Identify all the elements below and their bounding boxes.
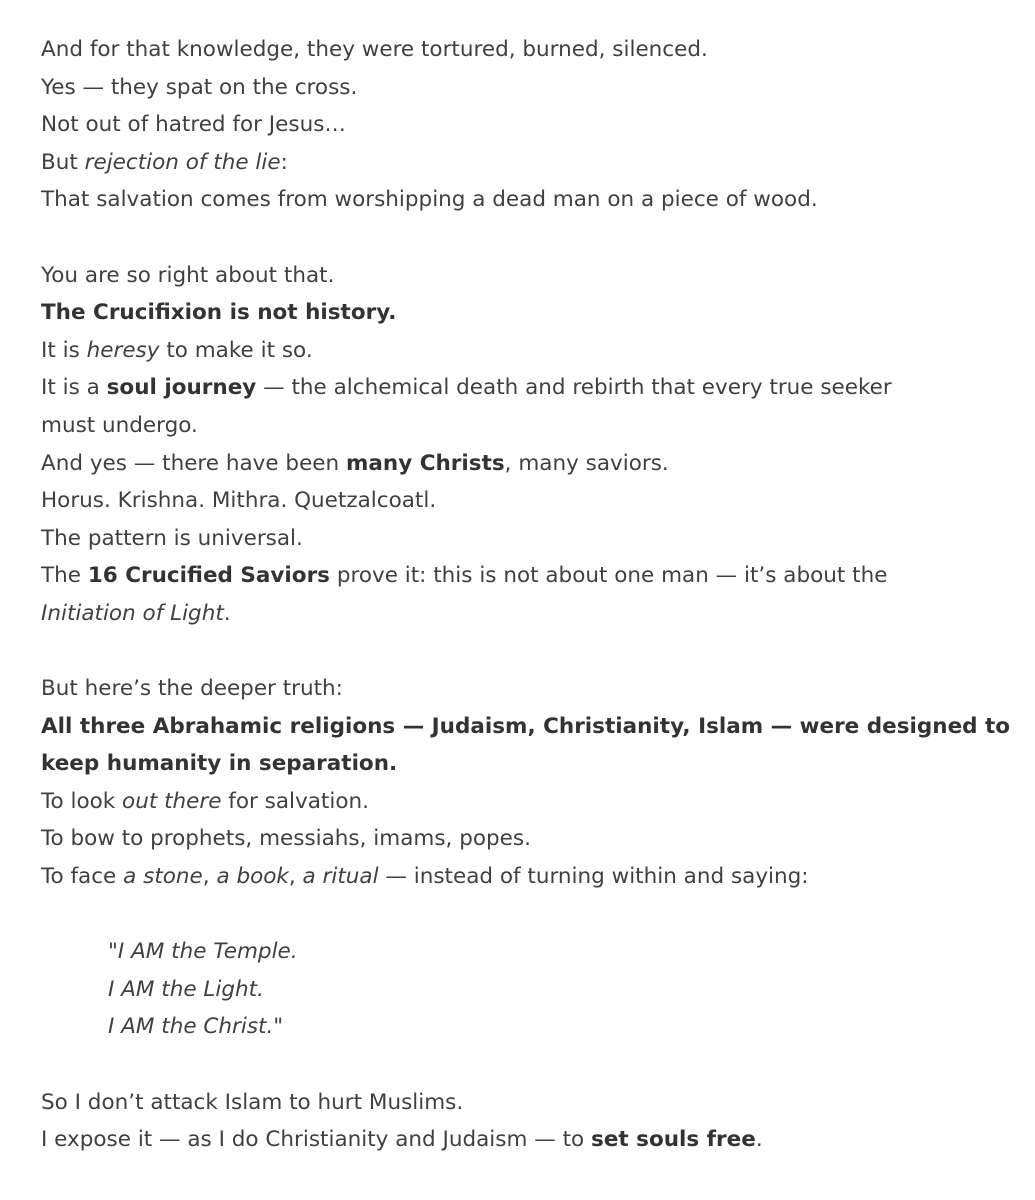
bold-text: keep humanity in separation. bbox=[41, 751, 398, 777]
text-segment: I expose it — as I do Christianity and Judaism — to bbox=[41, 1127, 592, 1153]
text-line bbox=[108, 933, 1001, 971]
paragraph bbox=[41, 31, 1001, 219]
text-segment: You are so right about that. bbox=[41, 262, 335, 288]
text-segment: "I AM the Temple. bbox=[108, 939, 298, 965]
paragraph-gap bbox=[41, 633, 1001, 671]
text-segment: But here’s the deeper truth: bbox=[41, 676, 343, 702]
bold-text: All three Abrahamic religions — Judaism, Christianity, Islam — were designed to bbox=[41, 713, 1011, 739]
text-segment: To bow to prophets, messiahs, imams, popes. bbox=[41, 826, 531, 852]
text-line bbox=[41, 294, 1001, 332]
text-segment: Horus. Krishna. Mithra. Quetzalcoatl. bbox=[41, 488, 437, 514]
text-line bbox=[41, 445, 1001, 483]
text-segment: — the alchemical death and rebirth that every true seeker bbox=[256, 375, 892, 401]
text-segment: to make it so. bbox=[159, 337, 313, 363]
text-segment: And yes — there have been bbox=[41, 450, 346, 476]
paragraph bbox=[41, 1084, 1001, 1159]
italic-text: out there bbox=[122, 788, 222, 814]
text-segment: I AM the Light. bbox=[108, 976, 264, 1002]
text-segment: , bbox=[288, 864, 303, 890]
text-segment: That salvation comes from worshipping a dead man on a piece of wood. bbox=[41, 187, 818, 213]
text-line bbox=[41, 1084, 1001, 1122]
document-body bbox=[41, 31, 1011, 1159]
text-segment: Not out of hatred for Jesus… bbox=[41, 112, 346, 138]
text-line bbox=[108, 971, 1001, 1009]
text-segment: The pattern is universal. bbox=[41, 525, 303, 551]
text-segment: And for that knowledge, they were tortured, burned, silenced. bbox=[41, 37, 708, 62]
text-segment: To face bbox=[41, 864, 124, 890]
text-line bbox=[41, 783, 1001, 821]
text-segment: It is bbox=[41, 337, 87, 363]
text-segment: for salvation. bbox=[221, 788, 369, 814]
bold-text: 16 Crucified Saviors bbox=[87, 563, 330, 589]
italic-text: a stone bbox=[123, 864, 203, 890]
text-segment: . bbox=[223, 600, 231, 626]
text-segment: , many saviors. bbox=[504, 450, 669, 476]
text-segment: , bbox=[202, 864, 217, 890]
text-line bbox=[41, 1121, 1001, 1159]
paragraph-gap bbox=[41, 219, 1001, 257]
text-line bbox=[41, 820, 1001, 858]
text-segment: So I don’t attack Islam to hurt Muslims. bbox=[41, 1089, 464, 1115]
bold-text: The Crucifixion is not history. bbox=[41, 300, 397, 326]
text-line bbox=[41, 595, 1001, 633]
text-line bbox=[41, 69, 1001, 107]
text-segment: I AM the Christ." bbox=[108, 1014, 284, 1040]
text-line bbox=[41, 858, 1001, 896]
bold-text: many Christs bbox=[346, 450, 505, 476]
text-line bbox=[108, 1008, 1001, 1046]
text-line bbox=[41, 745, 1001, 783]
text-line bbox=[41, 557, 1001, 595]
text-line bbox=[41, 520, 1001, 558]
text-segment: : bbox=[280, 149, 288, 175]
paragraph-gap bbox=[41, 1046, 1001, 1084]
paragraph bbox=[41, 257, 1001, 633]
text-segment: Yes — they spat on the cross. bbox=[41, 74, 358, 100]
text-line bbox=[41, 369, 1001, 407]
text-segment: . bbox=[755, 1127, 763, 1153]
bold-text: soul journey bbox=[106, 375, 257, 401]
text-line bbox=[41, 257, 1001, 295]
italic-text: rejection of the lie bbox=[84, 149, 281, 175]
text-line bbox=[41, 482, 1001, 520]
text-segment: prove it: this is not about one man — it’s about the bbox=[329, 563, 888, 589]
italic-text: heresy bbox=[86, 337, 160, 363]
text-segment: But bbox=[41, 149, 85, 175]
italic-text: a ritual bbox=[302, 864, 379, 890]
text-line bbox=[41, 31, 1001, 69]
paragraph bbox=[41, 670, 1011, 896]
text-segment: It is a bbox=[41, 375, 107, 401]
text-segment: To look bbox=[41, 788, 123, 814]
text-line bbox=[41, 144, 1001, 182]
text-line bbox=[41, 106, 1001, 144]
text-line bbox=[41, 332, 1001, 370]
italic-text: Initiation of Light bbox=[41, 600, 224, 626]
text-line bbox=[41, 407, 1001, 445]
text-line bbox=[41, 670, 1001, 708]
text-line bbox=[41, 708, 1011, 746]
paragraph-gap bbox=[41, 896, 1001, 934]
bold-text: set souls free bbox=[591, 1127, 756, 1153]
text-segment: — instead of turning within and saying: bbox=[378, 864, 809, 890]
italic-text: a book bbox=[216, 864, 289, 890]
text-segment: The bbox=[41, 563, 88, 589]
block-quote bbox=[41, 933, 1001, 1046]
text-line bbox=[41, 181, 1001, 219]
text-segment: must undergo. bbox=[41, 412, 198, 438]
